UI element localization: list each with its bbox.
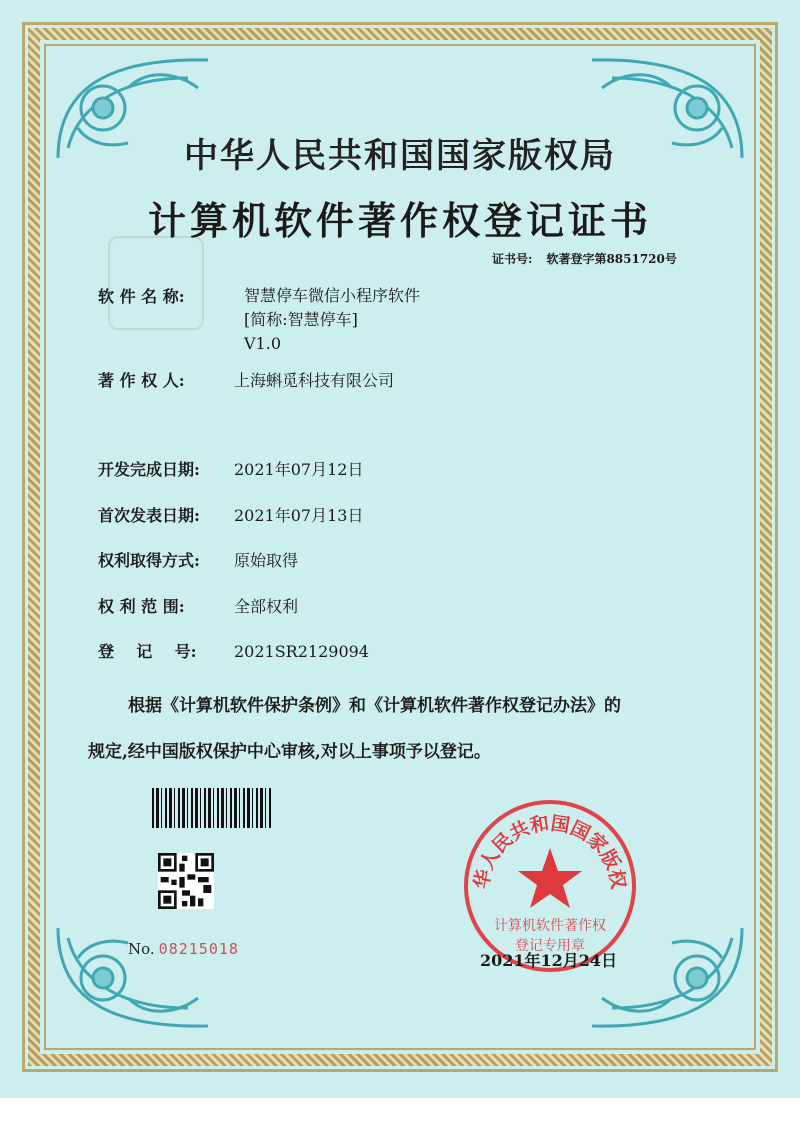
software-name-line: 智慧停车微信小程序软件 xyxy=(244,286,421,305)
field-value: 2021年07月13日 xyxy=(234,506,364,525)
statement-line: 根据《计算机软件保护条例》和《计算机软件著作权登记办法》的 xyxy=(128,696,621,716)
field-dev-date xyxy=(98,457,363,480)
field-pub-date xyxy=(98,503,363,526)
seal-line: 登记专用章 xyxy=(515,938,585,954)
field-value: 2021SR2129094 xyxy=(234,642,369,661)
software-name-line: V1.0 xyxy=(244,334,281,353)
field-label: 首次发表日期: xyxy=(98,506,200,525)
certificate-number-value: 软著登字第8851720号 xyxy=(546,252,677,266)
software-name-line: [简称:智慧停车] xyxy=(244,310,358,329)
field-reg-no xyxy=(98,639,369,662)
field-label: 著 作 权 人: xyxy=(98,371,185,390)
field-owner xyxy=(98,368,394,391)
statement-line: 规定,经中国版权保护中心审核,对以上事项予以登记。 xyxy=(88,742,491,762)
seal-line: 计算机软件著作权 xyxy=(494,918,606,934)
software-name-value xyxy=(244,284,420,356)
field-label: 权利取得方式: xyxy=(98,551,200,570)
seal-ring-text: 华人民共和国国家版权 xyxy=(470,812,630,891)
qr-code-icon xyxy=(158,853,214,909)
issue-date: 2021年12月24日 xyxy=(480,951,618,970)
field-value: 2021年07月12日 xyxy=(234,460,364,479)
certificate-number-label: 证书号: xyxy=(492,252,533,266)
certificate-title: 计算机软件著作权登记证书 xyxy=(147,198,652,243)
corner-ornament-icon xyxy=(48,918,218,1038)
field-value: 上海蝌觅科技有限公司 xyxy=(234,371,395,390)
watermark-emblem-icon xyxy=(108,236,204,330)
field-software-name xyxy=(98,284,234,307)
serial-number xyxy=(128,940,239,958)
field-label: 权 利 范 围: xyxy=(98,597,185,616)
issuer-title: 中华人民共和国国家版权局 xyxy=(184,136,616,176)
serial-number-label: No. xyxy=(128,940,155,958)
field-value: 原始取得 xyxy=(234,551,299,570)
field-label: 登 记 号: xyxy=(98,642,197,661)
certificate-number xyxy=(492,250,677,267)
barcode-icon xyxy=(152,788,272,828)
serial-number-value: 08215018 xyxy=(158,940,239,958)
field-acquire-method xyxy=(98,548,298,571)
field-scope xyxy=(98,594,298,617)
field-label: 开发完成日期: xyxy=(98,460,200,479)
field-value: 全部权利 xyxy=(234,597,299,616)
field-label: 软 件 名 称: xyxy=(98,287,185,306)
